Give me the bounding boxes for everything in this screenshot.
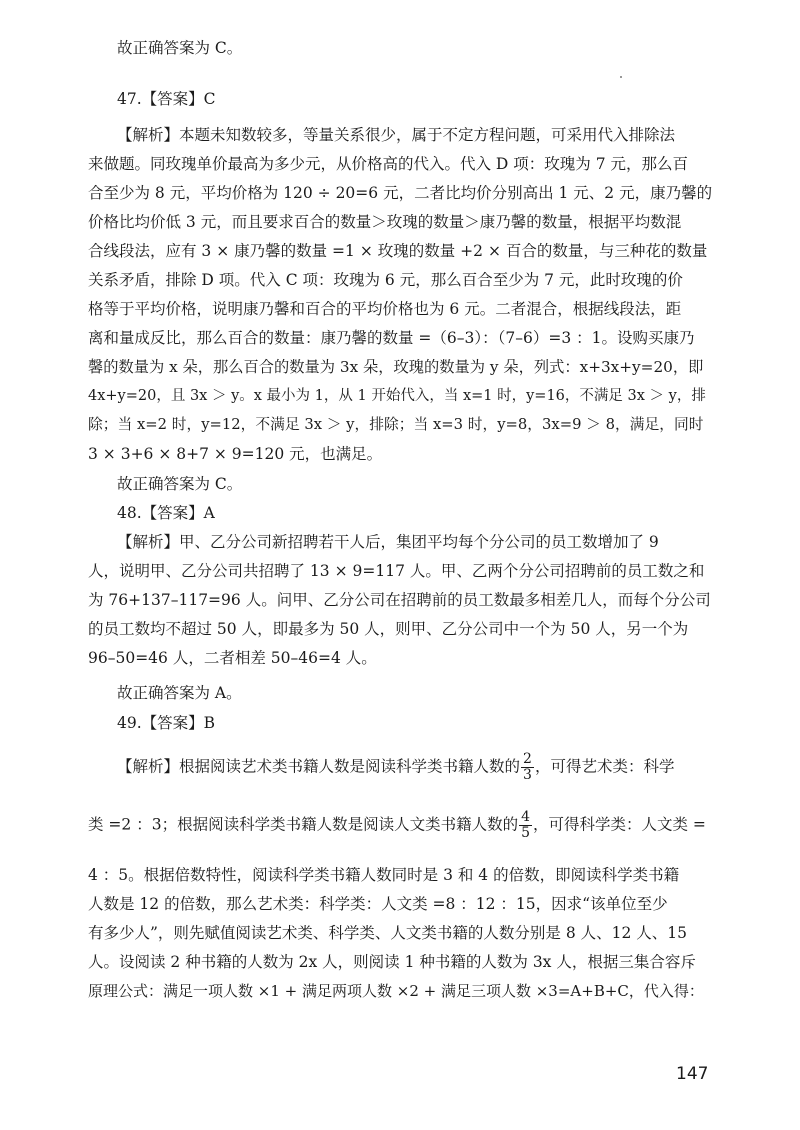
analysis-47-line-10: 4x+y=20，且 3x ＞ y。x 最小为 1，从 1 开始代入，当 x=1 时，y=16，不满足 3x ＞ y，排 — [88, 388, 706, 404]
analysis-47-line-1: 【解析】本题未知数较多，等量关系很少，属于不定方程问题，可采用代入排除法 — [117, 126, 676, 144]
analysis-47-line-2: 来做题。同玫瑰单价最高为多少元，从价格高的代入。代入 D 项：玫瑰为 7 元，那么百 — [88, 155, 688, 173]
analysis-47-line-3: 合至少为 8 元，平均价格为 120 ÷ 20=6 元，二者比均价分别高出 1 元、2 元，康乃馨的 — [88, 184, 713, 202]
analysis-48-line-2: 人，说明甲、乙分公司共招聘了 13 × 9=117 人。甲、乙两个分公司招聘前的员工数之和 — [88, 562, 705, 580]
analysis-47-line-4: 价格比均价低 3 元，而且要求百合的数量＞玫瑰的数量＞康乃馨的数量，根据平均数混 — [88, 213, 682, 231]
answer-heading-48: 48.【答案】A — [117, 504, 215, 522]
answer-heading-49: 49.【答案】B — [117, 714, 216, 732]
analysis-47-line-8: 离和量成反比，那么百合的数量：康乃馨的数量 =（6–3）：（7–6）=3 ：1。设购买康乃 — [88, 329, 695, 347]
analysis-47-line-12: 3 × 3+6 × 8+7 × 9=120 元，也满足。 — [88, 445, 383, 463]
fraction-denominator: 3 — [523, 767, 532, 783]
analysis-48-line-4: 的员工数均不超过 50 人，即最多为 50 人，则甲、乙分公司中一个为 50 人，另一个为 — [88, 620, 689, 638]
analysis-49-line-1 — [117, 752, 712, 783]
analysis-49-text-a: 【解析】根据阅读艺术类书籍人数是阅读科学类书籍人数的 — [117, 757, 521, 776]
page-number: 147 — [676, 1064, 709, 1084]
analysis-47-line-5: 合线段法，应有 3 × 康乃馨的数量 =1 × 玫瑰的数量 +2 × 百合的数量，与三种花的数量 — [88, 242, 708, 260]
fraction-denominator: 5 — [521, 825, 530, 841]
analysis-49-line-7: 原理公式：满足一项人数 ×1 + 满足两项人数 ×2 + 满足三项人数 ×3=A+B+C，代入得： — [88, 982, 704, 1000]
conclusion-48: 故正确答案为 A。 — [117, 684, 242, 702]
analysis-49-line-5: 有多少人”，则先赋值阅读艺术类、科学类、人文类书籍的人数分别是 8 人、12 人、15 — [88, 924, 688, 942]
analysis-47-line-7: 格等于平均价格，说明康乃馨和百合的平均价格也为 6 元。二者混合，根据线段法，距 — [88, 300, 682, 318]
analysis-47-line-9: 馨的数量为 x 朵，那么百合的数量为 3x 朵，玫瑰的数量为 y 朵，列式：x+3x+y=20，即 — [88, 358, 704, 376]
analysis-49-line-6: 人。设阅读 2 种书籍的人数为 2x 人，则阅读 1 种书籍的人数为 3x 人，根据三集合容斥 — [88, 953, 696, 971]
analysis-48-line-3: 为 76+137–117=96 人。问甲、乙分公司在招聘前的员工数最多相差几人，而每个分公司 — [88, 591, 711, 609]
conclusion-47: 故正确答案为 C。 — [117, 475, 243, 493]
fraction-two-thirds — [521, 752, 534, 783]
analysis-48-line-5: 96–50=46 人，二者相差 50–46=4 人。 — [88, 649, 377, 667]
analysis-48-line-1: 【解析】甲、乙分公司新招聘若干人后，集团平均每个分公司的员工数增加了 9 — [117, 533, 659, 551]
analysis-49-line-4: 人数是 12 的倍数，那么艺术类：科学类：人文类 =8 ：12 ：15，因求“该单位至少 — [88, 895, 668, 913]
analysis-47-line-11: 除；当 x=2 时，y=12，不满足 3x ＞ y，排除；当 x=3 时，y=8，3x=9 ＞ 8，满足，同时 — [88, 416, 704, 433]
scan-speck — [620, 76, 622, 78]
answer-heading-47: 47.【答案】C — [117, 90, 216, 108]
analysis-47-line-6: 关系矛盾，排除 D 项。代入 C 项：玫瑰为 6 元，那么百合至少为 7 元，此时玫瑰的价 — [88, 271, 683, 289]
fraction-four-fifths — [519, 810, 532, 841]
conclusion-46: 故正确答案为 C。 — [117, 39, 243, 57]
fraction-numerator: 4 — [521, 809, 530, 825]
fraction-numerator: 2 — [523, 751, 532, 767]
analysis-49-text-d: ，可得科学类：人文类 = — [533, 815, 706, 834]
analysis-49-line-2 — [88, 810, 712, 841]
analysis-49-line-3: 4 ：5。根据倍数特性，阅读科学类书籍人数同时是 3 和 4 的倍数，即阅读科学类书籍 — [88, 866, 680, 884]
analysis-49-text-b: ，可得艺术类：科学 — [534, 757, 675, 776]
analysis-49-text-c: 类 =2 ：3；根据阅读科学类书籍人数是阅读人文类书籍人数的 — [88, 815, 519, 834]
